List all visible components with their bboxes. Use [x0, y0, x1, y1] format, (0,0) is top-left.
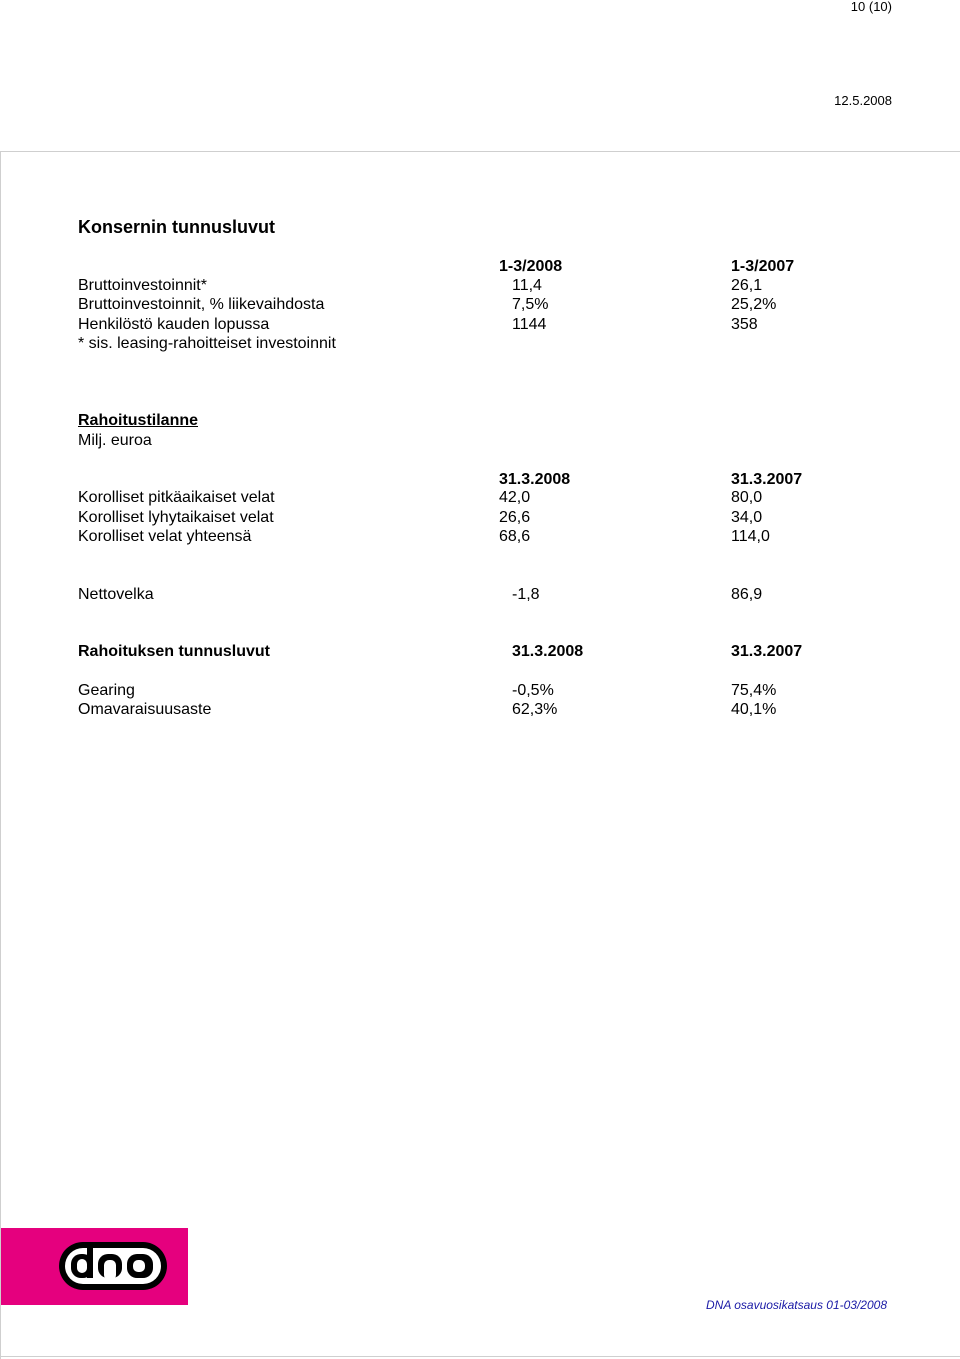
net-debt-label: Nettovelka: [78, 586, 154, 603]
section-title-konserni: Konsernin tunnusluvut: [78, 217, 275, 237]
column-header-1: 31.3.2008: [499, 471, 571, 488]
row-value-2: 25,2%: [731, 296, 777, 313]
row-value-1: 1144: [512, 316, 547, 333]
column-header-1: 1-3/2008: [499, 258, 563, 275]
row-value-2: 75,4%: [731, 682, 777, 699]
page-date: 12.5.2008: [834, 93, 892, 108]
column-header-2: 31.3.2007: [731, 643, 803, 660]
row-label: Omavaraisuusaste: [78, 701, 212, 718]
frame-top-border: [0, 151, 960, 152]
net-debt-value-1: -1,8: [512, 586, 540, 603]
footnote: * sis. leasing-rahoitteiset investoinnit: [78, 335, 336, 352]
row-value-1: -0,5%: [512, 682, 554, 699]
row-value-1: 7,5%: [512, 296, 549, 313]
row-label: Bruttoinvestoinnit*: [78, 277, 207, 294]
row-value-2: 358: [731, 316, 758, 333]
unit-label: Milj. euroa: [78, 432, 152, 449]
column-header-2: 1-3/2007: [731, 258, 795, 275]
row-value-1: 68,6: [499, 528, 531, 545]
column-header-1: 31.3.2008: [512, 643, 584, 660]
row-value-1: 62,3%: [512, 701, 558, 718]
row-value-2: 26,1: [731, 277, 763, 294]
row-label: Korolliset pitkäaikaiset velat: [78, 489, 275, 506]
dna-logo-mark: [1, 1228, 188, 1305]
footer-caption: DNA osavuosikatsaus 01-03/2008: [706, 1298, 887, 1312]
row-value-2: 80,0: [731, 489, 763, 506]
row-label: Korolliset velat yhteensä: [78, 528, 252, 545]
dna-logo: [1, 1228, 188, 1305]
row-value-1: 42,0: [499, 489, 531, 506]
row-label: Bruttoinvestoinnit, % liikevaihdosta: [78, 296, 325, 313]
row-label: Korolliset lyhytaikaiset velat: [78, 509, 274, 526]
row-value-2: 34,0: [731, 509, 763, 526]
row-label: Gearing: [78, 682, 135, 699]
frame-left-border: [0, 151, 1, 1359]
section-title-rahoitustilanne: Rahoitustilanne: [78, 412, 199, 429]
frame-bottom-border: [0, 1356, 960, 1357]
row-value-1: 11,4: [512, 277, 542, 294]
row-label: Henkilöstö kauden lopussa: [78, 316, 270, 333]
net-debt-value-2: 86,9: [731, 586, 763, 603]
row-value-2: 114,0: [731, 528, 770, 545]
section-title-rahoituksen-tunnusluvut: Rahoituksen tunnusluvut: [78, 643, 270, 660]
column-header-2: 31.3.2007: [731, 471, 803, 488]
page-number: 10 (10): [850, 0, 892, 14]
row-value-2: 40,1%: [731, 701, 777, 718]
row-value-1: 26,6: [499, 509, 531, 526]
